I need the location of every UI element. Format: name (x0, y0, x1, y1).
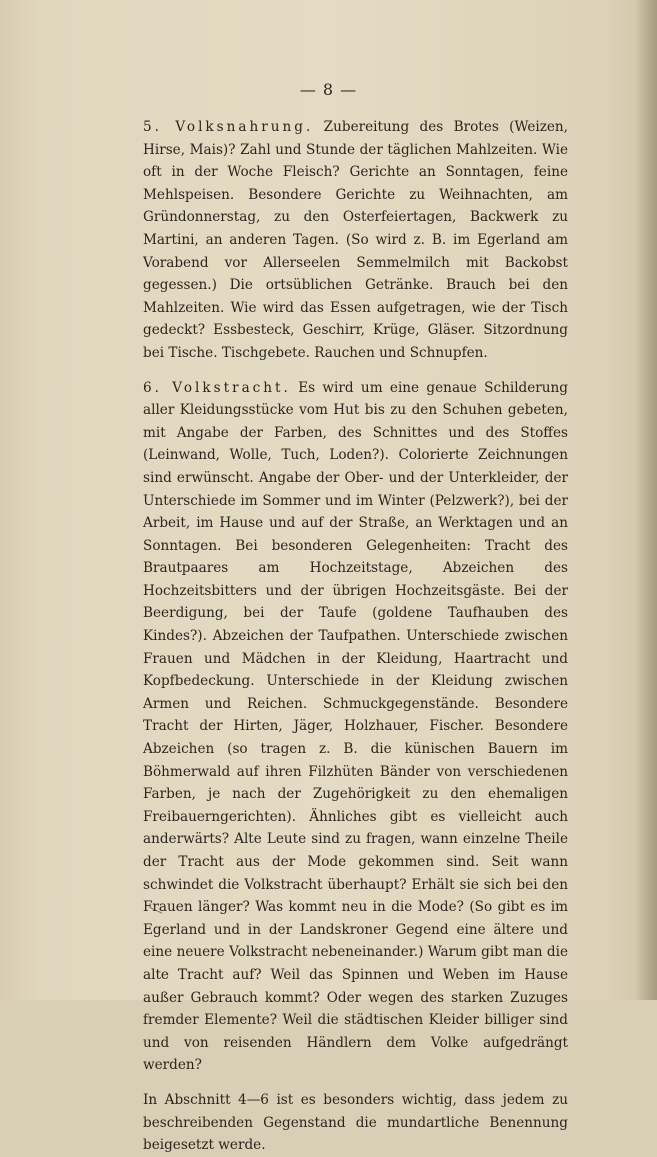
closing-note-body: In Abschnitt 4—6 ist es besonders wichtig, dass jedem zu beschreibenden Gegenstand die mundartliche Benennung beigesetzt werde. (143, 1091, 568, 1154)
section-6-body: Es wird um eine genaue Schilderung aller Kleidungsstücke vom Hut bis zu den Schuhen gebeten, mit Angabe der Farben, des Schnittes und des Stoffes (Leinwand, Wolle, Tuch, Loden?). Colorierte Zeichnungen sind erwünscht. Angabe der Ober- und der Unterkleider, der Unterschiede im Sommer und im Winter (Pelzwerk?), bei der Arbeit, im Hause und auf der Straße, an Werktagen und an Sonntagen. Bei besonderen Gelegenheiten: Tracht des Brautpaares am Hochzeitstage, Abzeichen des Hochzeitsbitters und der übrigen Hochzeitsgäste. Bei der Beerdigung, bei der Taufe (goldene Taufhauben des Kindes?). Abzeichen der Taufpathen. Unterschiede zwischen Frauen und Mädchen in der Kleidung, Haartracht und Kopfbedeckung. Unterschiede in der Kleidung zwischen Armen und Reichen. Schmuckgegenstände. Besondere Tracht der Hirten, Jäger, Holzhauer, Fischer. Besondere Abzeichen (so tragen z. B. die künischen Bauern im Böhmerwald auf ihren Filzhüten Bänder von verschiedenen Farben, je nach der Zugehörigkeit zu den ehemaligen Freibauerngerichten). Ähnliches gibt es vielleicht auch anderwärts? Alte Leute sind zu fragen, wann einzelne Theile der Tracht aus der Mode gekommen sind. Seit wann schwindet die Volkstracht überhaupt? Erhält sie sich bei den Frauen länger? Was kommt neu in die Mode? (So gibt es im Egerland und in der Landskroner Gegend eine ältere und eine neuere Volkstracht nebeneinander.) Warum gibt man die alte Tracht auf? Weil das Spinnen und Weben im Hause außer Gebrauch kommt? Oder wegen des starken Zuzuges fremder Elemente? Weil die städtischen Kleider billiger sind und von reisenden Händlern dem Volke aufgedrängt werden? (143, 379, 569, 1074)
body-text (143, 116, 568, 1157)
section-5-heading: 5. Volksnahrung. (143, 119, 314, 135)
section-5-body: Zubereitung des Brotes (Weizen, Hirse, Mais)? Zahl und Stunde der täglichen Mahlzeiten. Wie oft in der Woche Fleisch? Gerichte an Sonntagen, feine Mehlspeisen. Besondere Gerichte zu Weihnachten, am Gründonnerstag, zu den Osterfeiertagen, Backwerk zu Martini, an anderen Tagen. (So wird z. B. im Egerland am Vorabend vor Allerseelen Semmelmilch mit Backobst gegessen.) Die ortsüblichen Getränke. Brauch bei den Mahlzeiten. Wie wird das Essen aufgetragen, wie der Tisch gedeckt? Essbesteck, Geschirr, Krüge, Gläser. Sitzordnung bei Tische. Tischgebete. Rauchen und Schnupfen. (143, 119, 568, 361)
page-edge-shadow (635, 0, 657, 1000)
page-number: — 8 — (299, 80, 358, 99)
closing-note-paragraph (143, 1089, 568, 1157)
section-6-heading: 6. Volkstracht. (143, 379, 291, 396)
section-6-paragraph (143, 377, 568, 1077)
section-5-paragraph (143, 116, 568, 365)
